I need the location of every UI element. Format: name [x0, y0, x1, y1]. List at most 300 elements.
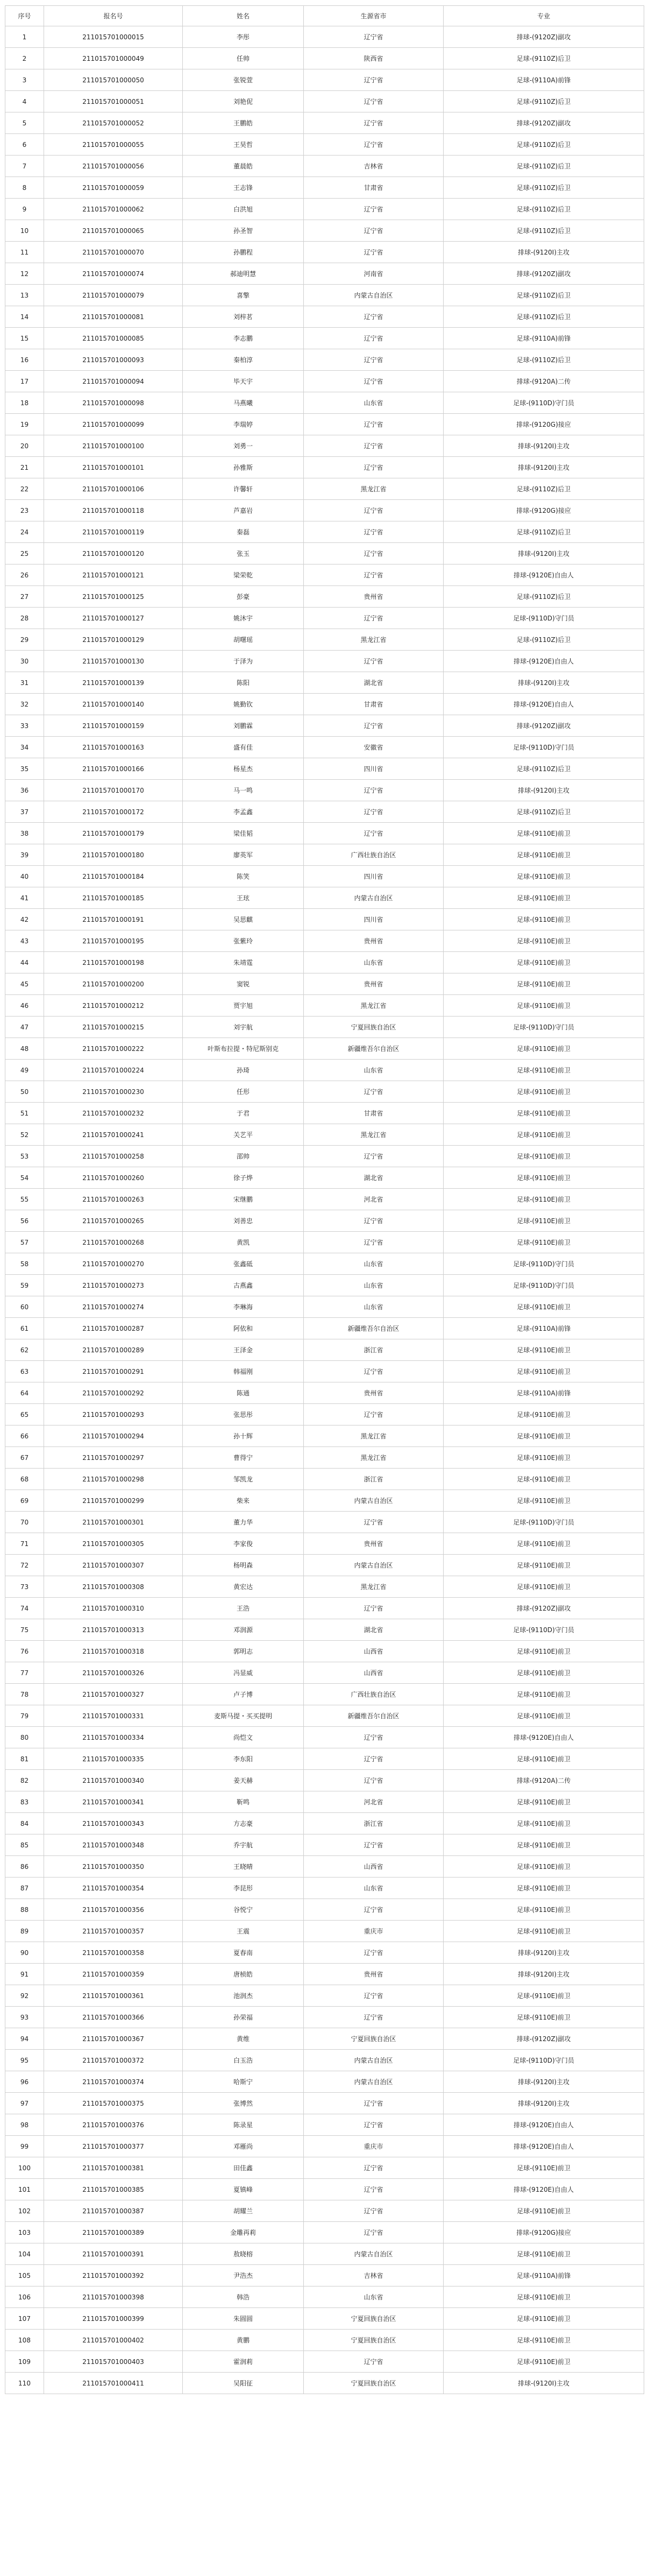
- cell-index: 98: [5, 2114, 44, 2136]
- cell-major: 足球-(9110D)守门员: [444, 1619, 644, 1641]
- cell-index: 53: [5, 1146, 44, 1167]
- cell-name: 孙琦: [183, 1060, 304, 1081]
- cell-province: 辽宁省: [304, 371, 444, 392]
- cell-major: 足球-(9110Z)后卫: [444, 156, 644, 177]
- cell-province: 辽宁省: [304, 1834, 444, 1856]
- table-row: [5, 952, 644, 973]
- cell-province: 辽宁省: [304, 2157, 444, 2179]
- cell-registration-no: 211015701000411: [44, 2373, 183, 2394]
- cell-index: 8: [5, 177, 44, 199]
- cell-name: 吴思麒: [183, 909, 304, 930]
- cell-province: 内蒙古自治区: [304, 2071, 444, 2093]
- cell-registration-no: 211015701000326: [44, 1662, 183, 1684]
- cell-province: 山西省: [304, 1856, 444, 1878]
- cell-province: 浙江省: [304, 1813, 444, 1834]
- table-row: [5, 1081, 644, 1103]
- cell-name: 胡曙瑶: [183, 629, 304, 651]
- cell-province: 黑龙江省: [304, 1425, 444, 1447]
- cell-major: 足球-(9110Z)后卫: [444, 199, 644, 220]
- cell-index: 104: [5, 2243, 44, 2265]
- cell-registration-no: 211015701000195: [44, 930, 183, 952]
- cell-name: 关艺平: [183, 1124, 304, 1146]
- cell-province: 内蒙古自治区: [304, 285, 444, 306]
- cell-index: 56: [5, 1210, 44, 1232]
- cell-province: 山东省: [304, 1060, 444, 1081]
- cell-major: 足球-(9110E)前卫: [444, 1899, 644, 1921]
- cell-province: 甘肃省: [304, 694, 444, 715]
- cell-registration-no: 211015701000307: [44, 1555, 183, 1576]
- cell-major: 排球-(9120Z)副攻: [444, 1598, 644, 1619]
- table-row: [5, 564, 644, 586]
- cell-province: 辽宁省: [304, 91, 444, 112]
- cell-registration-no: 211015701000100: [44, 435, 183, 457]
- table-row: [5, 1512, 644, 1533]
- cell-major: 排球-(9120E)自由人: [444, 651, 644, 672]
- table-row: [5, 1641, 644, 1662]
- table-row: [5, 1017, 644, 1038]
- cell-name: 郭明志: [183, 1641, 304, 1662]
- cell-name: 陈通: [183, 1382, 304, 1404]
- cell-name: 李东阳: [183, 1748, 304, 1770]
- cell-registration-no: 211015701000224: [44, 1060, 183, 1081]
- table-row: [5, 414, 644, 435]
- cell-name: 李志鹏: [183, 328, 304, 349]
- cell-registration-no: 211015701000241: [44, 1124, 183, 1146]
- cell-index: 65: [5, 1404, 44, 1425]
- cell-province: 黑龙江省: [304, 1124, 444, 1146]
- cell-registration-no: 211015701000065: [44, 220, 183, 242]
- cell-province: 重庆市: [304, 2136, 444, 2157]
- cell-name: 李家俊: [183, 1533, 304, 1555]
- cell-registration-no: 211015701000198: [44, 952, 183, 973]
- cell-registration-no: 211015701000079: [44, 285, 183, 306]
- cell-name: 杨明森: [183, 1555, 304, 1576]
- cell-province: 广西壮族自治区: [304, 844, 444, 866]
- cell-index: 79: [5, 1705, 44, 1727]
- cell-index: 36: [5, 780, 44, 801]
- cell-major: 足球-(9110E)前卫: [444, 1813, 644, 1834]
- cell-province: 辽宁省: [304, 2114, 444, 2136]
- table-row: [5, 1404, 644, 1425]
- cell-name: 朱靖霆: [183, 952, 304, 973]
- cell-index: 74: [5, 1598, 44, 1619]
- cell-major: 足球-(9110A)前锋: [444, 2265, 644, 2286]
- cell-name: 彭豪: [183, 586, 304, 608]
- cell-name: 王鹏皓: [183, 112, 304, 134]
- cell-major: 足球-(9110E)前卫: [444, 973, 644, 995]
- cell-name: 敖晓榕: [183, 2243, 304, 2265]
- cell-major: 足球-(9110E)前卫: [444, 1296, 644, 1318]
- cell-registration-no: 211015701000101: [44, 457, 183, 478]
- cell-registration-no: 211015701000074: [44, 263, 183, 285]
- cell-major: 足球-(9110E)前卫: [444, 1210, 644, 1232]
- header-index: 序号: [5, 6, 44, 26]
- cell-province: 山东省: [304, 1253, 444, 1275]
- cell-major: 排球-(9120E)自由人: [444, 564, 644, 586]
- cell-index: 64: [5, 1382, 44, 1404]
- cell-name: 马燕曦: [183, 392, 304, 414]
- cell-name: 孙十辉: [183, 1425, 304, 1447]
- cell-index: 96: [5, 2071, 44, 2093]
- cell-major: 足球-(9110E)前卫: [444, 1490, 644, 1512]
- cell-province: 辽宁省: [304, 26, 444, 48]
- table-row: [5, 112, 644, 134]
- cell-registration-no: 211015701000139: [44, 672, 183, 694]
- cell-registration-no: 211015701000292: [44, 1382, 183, 1404]
- cell-index: 32: [5, 694, 44, 715]
- cell-major: 足球-(9110E)前卫: [444, 952, 644, 973]
- cell-registration-no: 211015701000341: [44, 1791, 183, 1813]
- cell-major: 足球-(9110Z)后卫: [444, 629, 644, 651]
- cell-name: 张玉: [183, 543, 304, 564]
- cell-major: 足球-(9110E)前卫: [444, 844, 644, 866]
- cell-name: 尹浩杰: [183, 2265, 304, 2286]
- cell-province: 辽宁省: [304, 349, 444, 371]
- cell-province: 安徽省: [304, 737, 444, 758]
- cell-registration-no: 211015701000287: [44, 1318, 183, 1339]
- cell-name: 梁荣乾: [183, 564, 304, 586]
- cell-name: 李彤: [183, 26, 304, 48]
- cell-province: 新疆维吾尔自治区: [304, 1705, 444, 1727]
- cell-index: 95: [5, 2050, 44, 2071]
- cell-registration-no: 211015701000015: [44, 26, 183, 48]
- table-row: [5, 2157, 644, 2179]
- table-row: [5, 457, 644, 478]
- cell-major: 足球-(9110A)前锋: [444, 1382, 644, 1404]
- table-row: [5, 2136, 644, 2157]
- table-row: [5, 2114, 644, 2136]
- cell-major: 排球-(9120Z)副攻: [444, 2028, 644, 2050]
- cell-index: 61: [5, 1318, 44, 1339]
- cell-registration-no: 211015701000222: [44, 1038, 183, 1060]
- cell-major: 排球-(9120A)二传: [444, 1770, 644, 1791]
- cell-province: 辽宁省: [304, 414, 444, 435]
- table-row: [5, 2351, 644, 2373]
- cell-province: 辽宁省: [304, 242, 444, 263]
- cell-registration-no: 211015701000119: [44, 521, 183, 543]
- cell-name: 吴阳征: [183, 2373, 304, 2394]
- cell-major: 足球-(9110E)前卫: [444, 1081, 644, 1103]
- cell-major: 足球-(9110E)前卫: [444, 930, 644, 952]
- table-row: [5, 1210, 644, 1232]
- cell-registration-no: 211015701000399: [44, 2308, 183, 2330]
- cell-name: 董晨皓: [183, 156, 304, 177]
- cell-registration-no: 211015701000403: [44, 2351, 183, 2373]
- cell-name: 邹凯龙: [183, 1469, 304, 1490]
- cell-registration-no: 211015701000291: [44, 1361, 183, 1382]
- cell-index: 73: [5, 1576, 44, 1598]
- cell-index: 92: [5, 1985, 44, 2007]
- cell-province: 辽宁省: [304, 715, 444, 737]
- cell-major: 排球-(9120I)主攻: [444, 543, 644, 564]
- cell-registration-no: 211015701000129: [44, 629, 183, 651]
- cell-registration-no: 211015701000085: [44, 328, 183, 349]
- table-row: [5, 48, 644, 69]
- cell-province: 河北省: [304, 1189, 444, 1210]
- cell-index: 31: [5, 672, 44, 694]
- cell-registration-no: 211015701000081: [44, 306, 183, 328]
- table-row: [5, 2265, 644, 2286]
- cell-index: 3: [5, 69, 44, 91]
- table-row: [5, 521, 644, 543]
- cell-name: 曹得宁: [183, 1447, 304, 1469]
- cell-registration-no: 211015701000121: [44, 564, 183, 586]
- cell-index: 106: [5, 2286, 44, 2308]
- cell-province: 吉林省: [304, 2265, 444, 2286]
- table-row: [5, 1964, 644, 1985]
- cell-province: 辽宁省: [304, 801, 444, 823]
- cell-index: 27: [5, 586, 44, 608]
- cell-index: 30: [5, 651, 44, 672]
- table-row: [5, 801, 644, 823]
- cell-registration-no: 211015701000166: [44, 758, 183, 780]
- cell-major: 足球-(9110E)前卫: [444, 1232, 644, 1253]
- cell-major: 排球-(9120G)接应: [444, 2222, 644, 2243]
- cell-major: 足球-(9110A)前锋: [444, 69, 644, 91]
- table-row: [5, 2330, 644, 2351]
- cell-name: 邓雁尚: [183, 2136, 304, 2157]
- cell-major: 足球-(9110A)前锋: [444, 328, 644, 349]
- cell-index: 5: [5, 112, 44, 134]
- cell-index: 6: [5, 134, 44, 156]
- cell-index: 45: [5, 973, 44, 995]
- cell-index: 87: [5, 1878, 44, 1899]
- cell-province: 辽宁省: [304, 112, 444, 134]
- cell-major: 足球-(9110E)前卫: [444, 1748, 644, 1770]
- cell-major: 足球-(9110E)前卫: [444, 1555, 644, 1576]
- table-row: [5, 651, 644, 672]
- cell-index: 9: [5, 199, 44, 220]
- cell-registration-no: 211015701000298: [44, 1469, 183, 1490]
- cell-province: 辽宁省: [304, 780, 444, 801]
- cell-index: 72: [5, 1555, 44, 1576]
- cell-index: 46: [5, 995, 44, 1017]
- cell-name: 邵帅: [183, 1146, 304, 1167]
- cell-registration-no: 211015701000318: [44, 1641, 183, 1662]
- table-row: [5, 1275, 644, 1296]
- cell-province: 辽宁省: [304, 521, 444, 543]
- cell-name: 夏春南: [183, 1942, 304, 1964]
- cell-major: 足球-(9110A)前锋: [444, 1318, 644, 1339]
- table-row: [5, 586, 644, 608]
- cell-province: 辽宁省: [304, 1232, 444, 1253]
- cell-name: 刘善忠: [183, 1210, 304, 1232]
- cell-name: 毕天宇: [183, 371, 304, 392]
- cell-index: 11: [5, 242, 44, 263]
- cell-registration-no: 211015701000062: [44, 199, 183, 220]
- cell-province: 贵州省: [304, 1382, 444, 1404]
- cell-name: 张博然: [183, 2093, 304, 2114]
- cell-province: 辽宁省: [304, 435, 444, 457]
- table-row: [5, 177, 644, 199]
- cell-province: 辽宁省: [304, 328, 444, 349]
- cell-registration-no: 211015701000289: [44, 1339, 183, 1361]
- cell-province: 辽宁省: [304, 2200, 444, 2222]
- cell-province: 辽宁省: [304, 1899, 444, 1921]
- cell-registration-no: 211015701000301: [44, 1512, 183, 1533]
- cell-major: 排球-(9120E)自由人: [444, 2136, 644, 2157]
- cell-index: 28: [5, 608, 44, 629]
- table-row: [5, 1684, 644, 1705]
- cell-major: 足球-(9110E)前卫: [444, 1167, 644, 1189]
- cell-name: 王志锋: [183, 177, 304, 199]
- table-row: [5, 909, 644, 930]
- table-row: [5, 500, 644, 521]
- cell-province: 贵州省: [304, 1533, 444, 1555]
- cell-index: 15: [5, 328, 44, 349]
- cell-name: 张紫玲: [183, 930, 304, 952]
- table-row: [5, 780, 644, 801]
- cell-index: 18: [5, 392, 44, 414]
- cell-registration-no: 211015701000372: [44, 2050, 183, 2071]
- table-row: [5, 156, 644, 177]
- cell-province: 黑龙江省: [304, 629, 444, 651]
- cell-province: 内蒙古自治区: [304, 1490, 444, 1512]
- table-row: [5, 1619, 644, 1641]
- cell-major: 足球-(9110E)前卫: [444, 1103, 644, 1124]
- cell-registration-no: 211015701000191: [44, 909, 183, 930]
- cell-major: 排球-(9120I)主攻: [444, 672, 644, 694]
- table-row: [5, 1189, 644, 1210]
- table-row: [5, 758, 644, 780]
- cell-registration-no: 211015701000163: [44, 737, 183, 758]
- cell-index: 52: [5, 1124, 44, 1146]
- cell-major: 足球-(9110E)前卫: [444, 2308, 644, 2330]
- table-row: [5, 1146, 644, 1167]
- cell-index: 39: [5, 844, 44, 866]
- table-row: [5, 26, 644, 48]
- cell-registration-no: 211015701000374: [44, 2071, 183, 2093]
- table-row: [5, 306, 644, 328]
- cell-province: 浙江省: [304, 1469, 444, 1490]
- cell-registration-no: 211015701000358: [44, 1942, 183, 1964]
- cell-major: 足球-(9110E)前卫: [444, 866, 644, 887]
- table-row: [5, 2200, 644, 2222]
- cell-name: 李琳海: [183, 1296, 304, 1318]
- cell-name: 胡耀兰: [183, 2200, 304, 2222]
- cell-name: 刘梓茗: [183, 306, 304, 328]
- cell-major: 足球-(9110E)前卫: [444, 1060, 644, 1081]
- cell-name: 宋继鹏: [183, 1189, 304, 1210]
- cell-registration-no: 211015701000348: [44, 1834, 183, 1856]
- cell-province: 湖北省: [304, 1167, 444, 1189]
- cell-major: 足球-(9110Z)后卫: [444, 758, 644, 780]
- cell-index: 78: [5, 1684, 44, 1705]
- table-row: [5, 435, 644, 457]
- cell-province: 河北省: [304, 1791, 444, 1813]
- table-body: [5, 26, 644, 2394]
- cell-registration-no: 211015701000200: [44, 973, 183, 995]
- cell-name: 黄宏达: [183, 1576, 304, 1598]
- table-row: [5, 2179, 644, 2200]
- table-row: [5, 2243, 644, 2265]
- cell-registration-no: 211015701000098: [44, 392, 183, 414]
- header-major: 专业: [444, 6, 644, 26]
- table-row: [5, 1942, 644, 1964]
- table-row: [5, 220, 644, 242]
- cell-name: 盛有佳: [183, 737, 304, 758]
- cell-province: 辽宁省: [304, 1081, 444, 1103]
- cell-index: 69: [5, 1490, 44, 1512]
- cell-name: 韩浩: [183, 2286, 304, 2308]
- cell-major: 排球-(9120A)二传: [444, 371, 644, 392]
- cell-registration-no: 211015701000052: [44, 112, 183, 134]
- table-row: [5, 672, 644, 694]
- cell-name: 靳鸣: [183, 1791, 304, 1813]
- cell-name: 黄维: [183, 2028, 304, 2050]
- cell-province: 陕西省: [304, 48, 444, 69]
- cell-province: 辽宁省: [304, 651, 444, 672]
- table-header: [5, 6, 644, 26]
- cell-major: 足球-(9110E)前卫: [444, 1533, 644, 1555]
- cell-major: 足球-(9110E)前卫: [444, 1189, 644, 1210]
- cell-index: 19: [5, 414, 44, 435]
- table-row: [5, 1555, 644, 1576]
- cell-registration-no: 211015701000055: [44, 134, 183, 156]
- table-row: [5, 1425, 644, 1447]
- cell-province: 辽宁省: [304, 564, 444, 586]
- table-row: [5, 887, 644, 909]
- table-row: [5, 1296, 644, 1318]
- table-row: [5, 1748, 644, 1770]
- table-row: [5, 1834, 644, 1856]
- cell-index: 77: [5, 1662, 44, 1684]
- cell-name: 于君: [183, 1103, 304, 1124]
- cell-major: 排球-(9120Z)副攻: [444, 112, 644, 134]
- table-row: [5, 134, 644, 156]
- cell-major: 排球-(9120I)主攻: [444, 242, 644, 263]
- cell-major: 足球-(9110E)前卫: [444, 1921, 644, 1942]
- table-row: [5, 2007, 644, 2028]
- cell-major: 足球-(9110E)前卫: [444, 887, 644, 909]
- cell-province: 重庆市: [304, 1921, 444, 1942]
- admission-table: [5, 5, 644, 2394]
- cell-index: 42: [5, 909, 44, 930]
- cell-province: 辽宁省: [304, 220, 444, 242]
- cell-name: 刘艳伲: [183, 91, 304, 112]
- table-row: [5, 199, 644, 220]
- table-row: [5, 1576, 644, 1598]
- cell-province: 辽宁省: [304, 1404, 444, 1425]
- table-row: [5, 1813, 644, 1834]
- cell-name: 马一鸣: [183, 780, 304, 801]
- table-row: [5, 392, 644, 414]
- cell-index: 99: [5, 2136, 44, 2157]
- cell-name: 王玹: [183, 887, 304, 909]
- cell-province: 内蒙古自治区: [304, 2050, 444, 2071]
- cell-major: 排球-(9120G)接应: [444, 500, 644, 521]
- cell-province: 山西省: [304, 1662, 444, 1684]
- cell-name: 任形: [183, 1081, 304, 1103]
- cell-major: 足球-(9110E)前卫: [444, 823, 644, 844]
- cell-major: 足球-(9110E)前卫: [444, 1425, 644, 1447]
- cell-name: 郝迪明慧: [183, 263, 304, 285]
- cell-index: 29: [5, 629, 44, 651]
- cell-name: 窦锐: [183, 973, 304, 995]
- cell-province: 新疆维吾尔自治区: [304, 1038, 444, 1060]
- cell-name: 谷悦宁: [183, 1899, 304, 1921]
- cell-index: 49: [5, 1060, 44, 1081]
- cell-major: 足球-(9110Z)后卫: [444, 586, 644, 608]
- cell-name: 邓润源: [183, 1619, 304, 1641]
- cell-name: 白玉浩: [183, 2050, 304, 2071]
- cell-major: 足球-(9110E)前卫: [444, 2007, 644, 2028]
- cell-index: 110: [5, 2373, 44, 2394]
- cell-registration-no: 211015701000343: [44, 1813, 183, 1834]
- cell-index: 35: [5, 758, 44, 780]
- cell-major: 足球-(9110D)守门员: [444, 1017, 644, 1038]
- cell-registration-no: 211015701000184: [44, 866, 183, 887]
